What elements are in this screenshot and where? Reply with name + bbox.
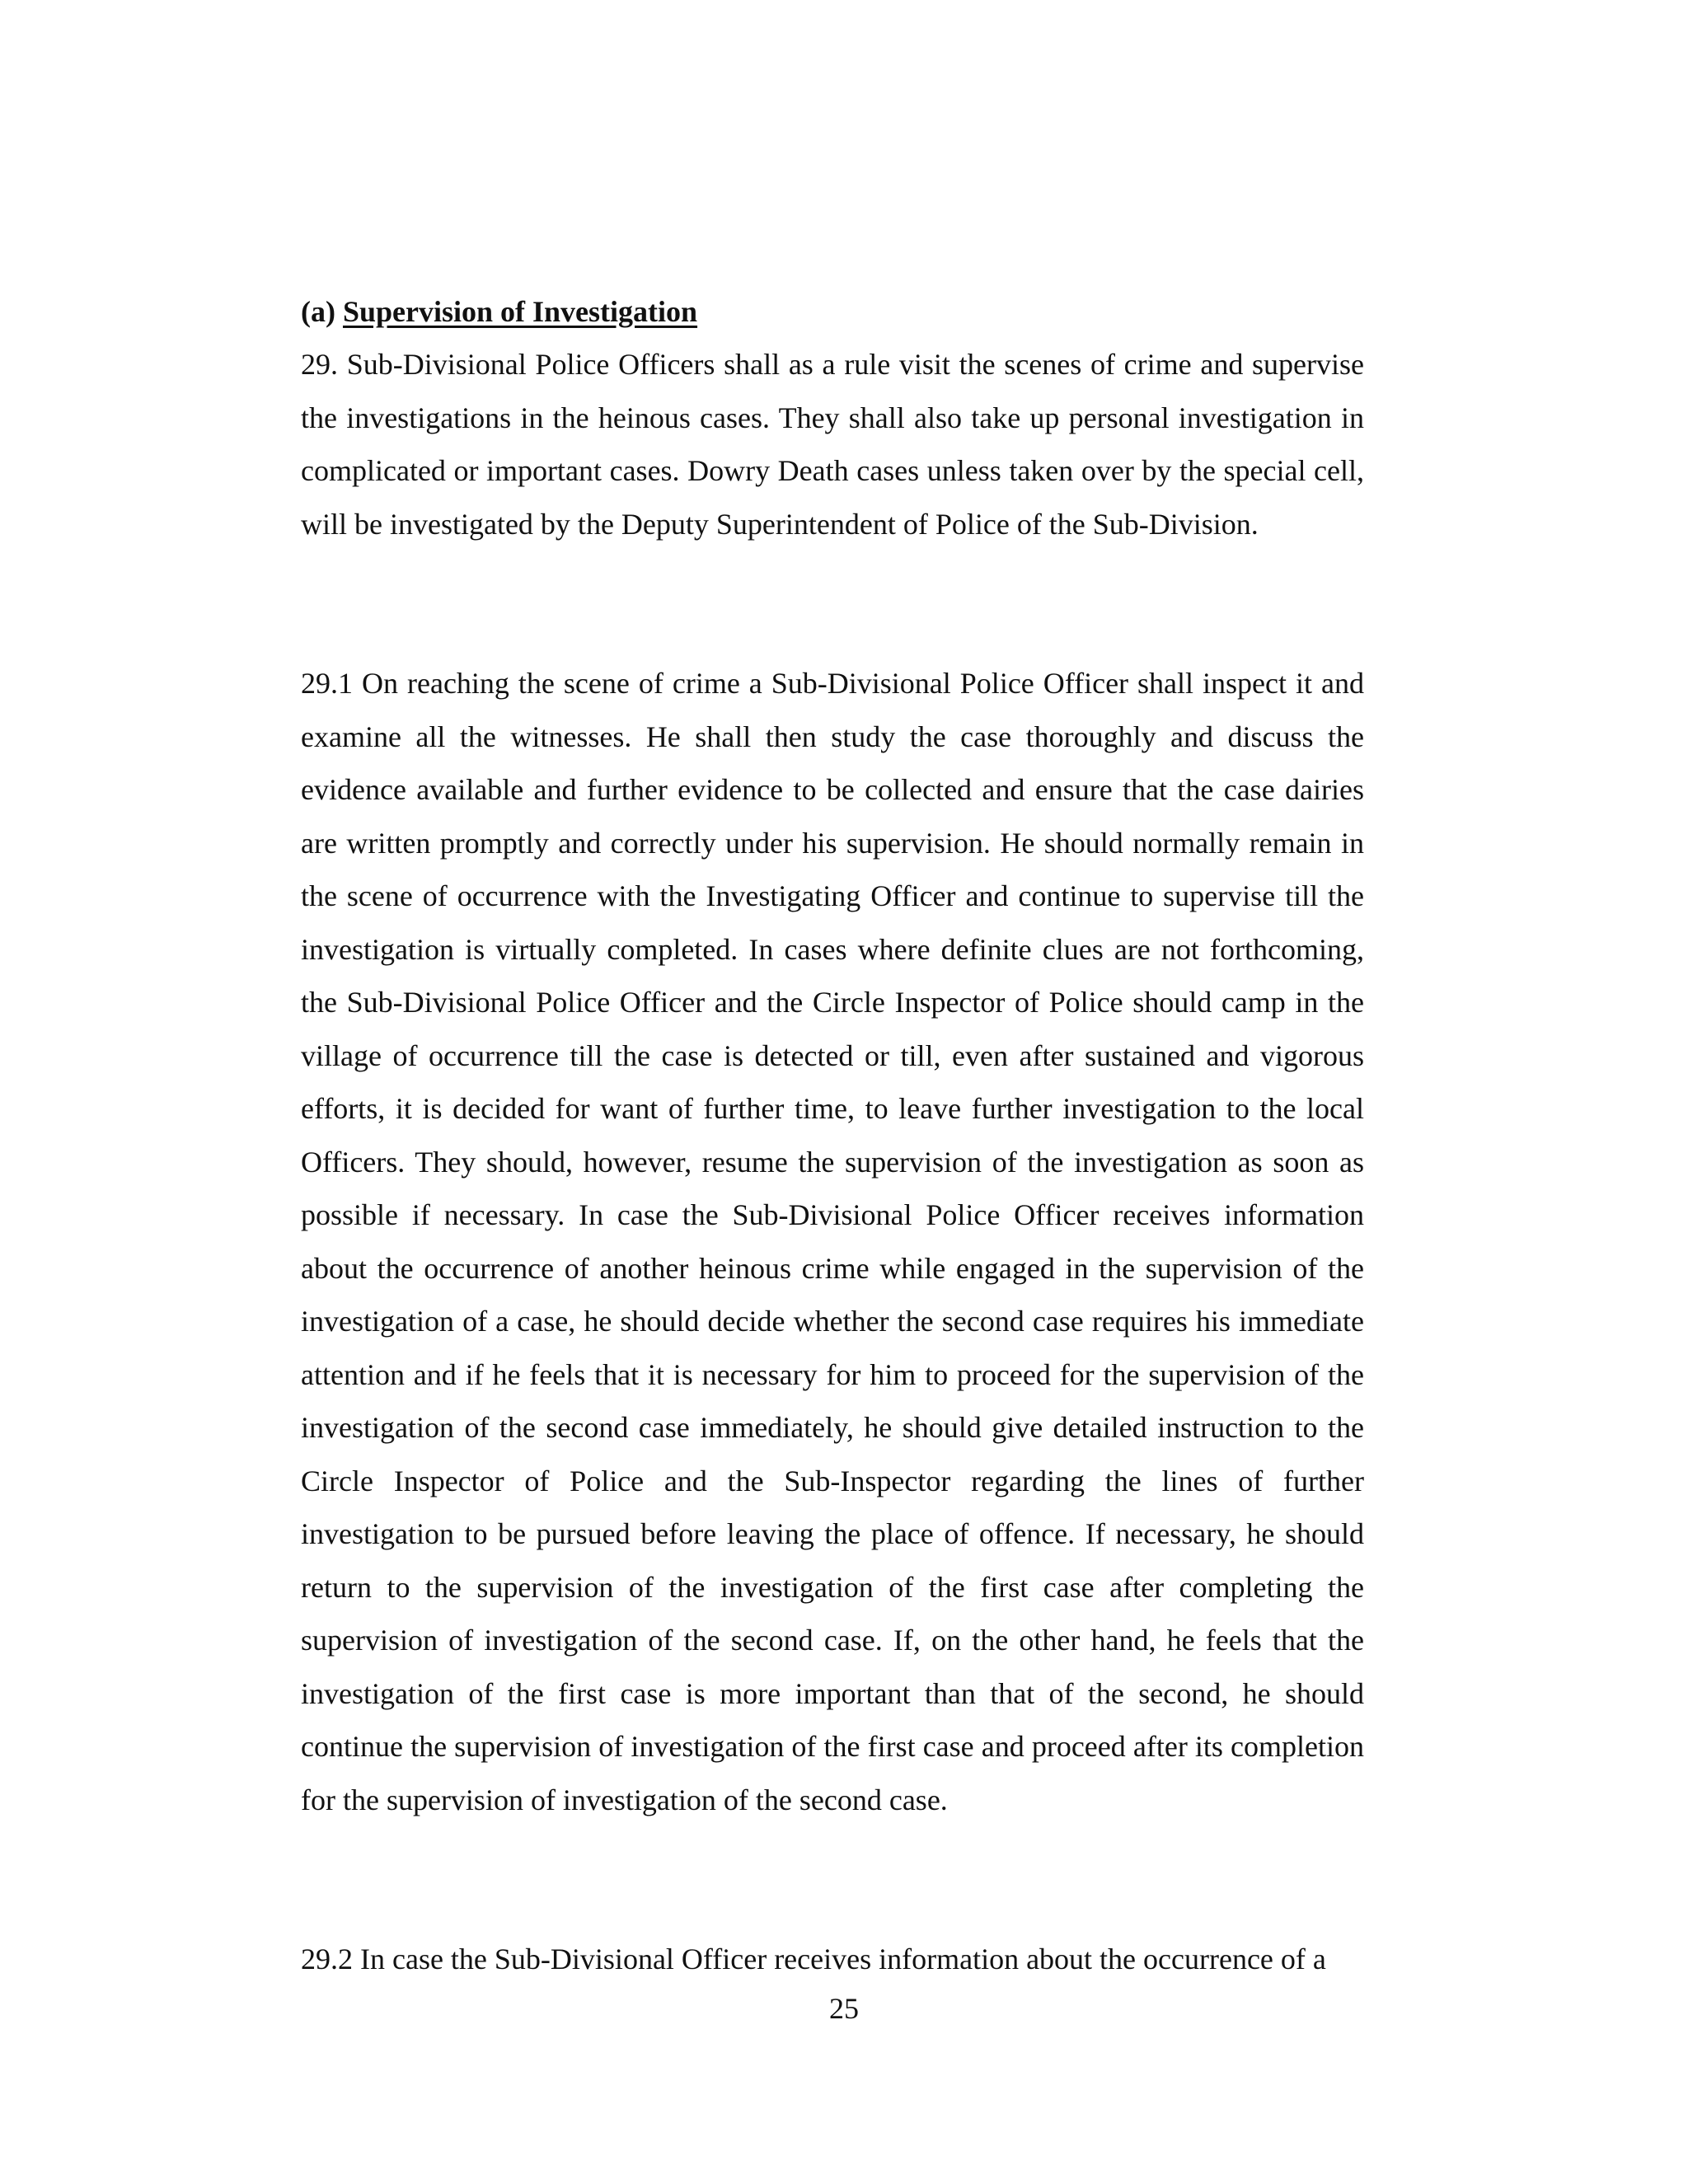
section-heading xyxy=(301,285,697,338)
paragraph-29-2: 29.2 In case the Sub-Divisional Officer receives information about the occurrence of a xyxy=(301,1943,1326,1975)
paragraph-29-1: 29.1 On reaching the scene of crime a Sub-Divisional Police Officer shall inspect it and examine all the witnesses. He shall then study the case thoroughly and discuss the evidence available and further evidence to be collected and ensure that the case dairies are written promptly and correctly under his supervision. He should normally remain in the scene of occurrence with the Investigating Officer and continue to supervise till the investigation is virtually completed. In cases where definite clues are not forthcoming, the Sub-Divisional Police Officer and the Circle Inspector of Police should camp in the village of occurrence till the case is detected or till, even after sustained and vigorous efforts, it is decided for want of further time, to leave further investigation to the local Officers. They should, however, resume the supervision of the investigation as soon as possible if necessary. In case the Sub-Divisional Police Officer receives information about the occurrence of another heinous crime while engaged in the supervision of the investigation of a case, he should decide whether the second case requires his immediate attention and if he feels that it is necessary for him to proceed for the supervision of the investigation of the second case immediately, he should give detailed instruction to the Circle Inspector of Police and the Sub-Inspector regarding the lines of further investigation to be pursued before leaving the place of offence. If necessary, he should return to the supervision of the investigation of the first case after completing the supervision of investigation of the second case. If, on the other hand, he feels that the investigation of the first case is more important than that of the second, he should continue the supervision of investigation of the first case and proceed after its completion for the supervision of investigation of the second case. xyxy=(301,667,1364,1816)
section-title: Supervision of Investigation xyxy=(342,295,698,328)
paragraph-29: 29. Sub-Divisional Police Officers shall as a rule visit the scenes of crime and supervise the investigations in the heinous cases. They shall also take up personal investigation in complicated or important cases. Dowry Death cases unless taken over by the special cell, will be investigated by the Deputy Superintendent of Police of the Sub-Division. xyxy=(301,348,1364,541)
section-label: (a) xyxy=(301,295,335,328)
page-number: 25 xyxy=(829,1992,859,2025)
